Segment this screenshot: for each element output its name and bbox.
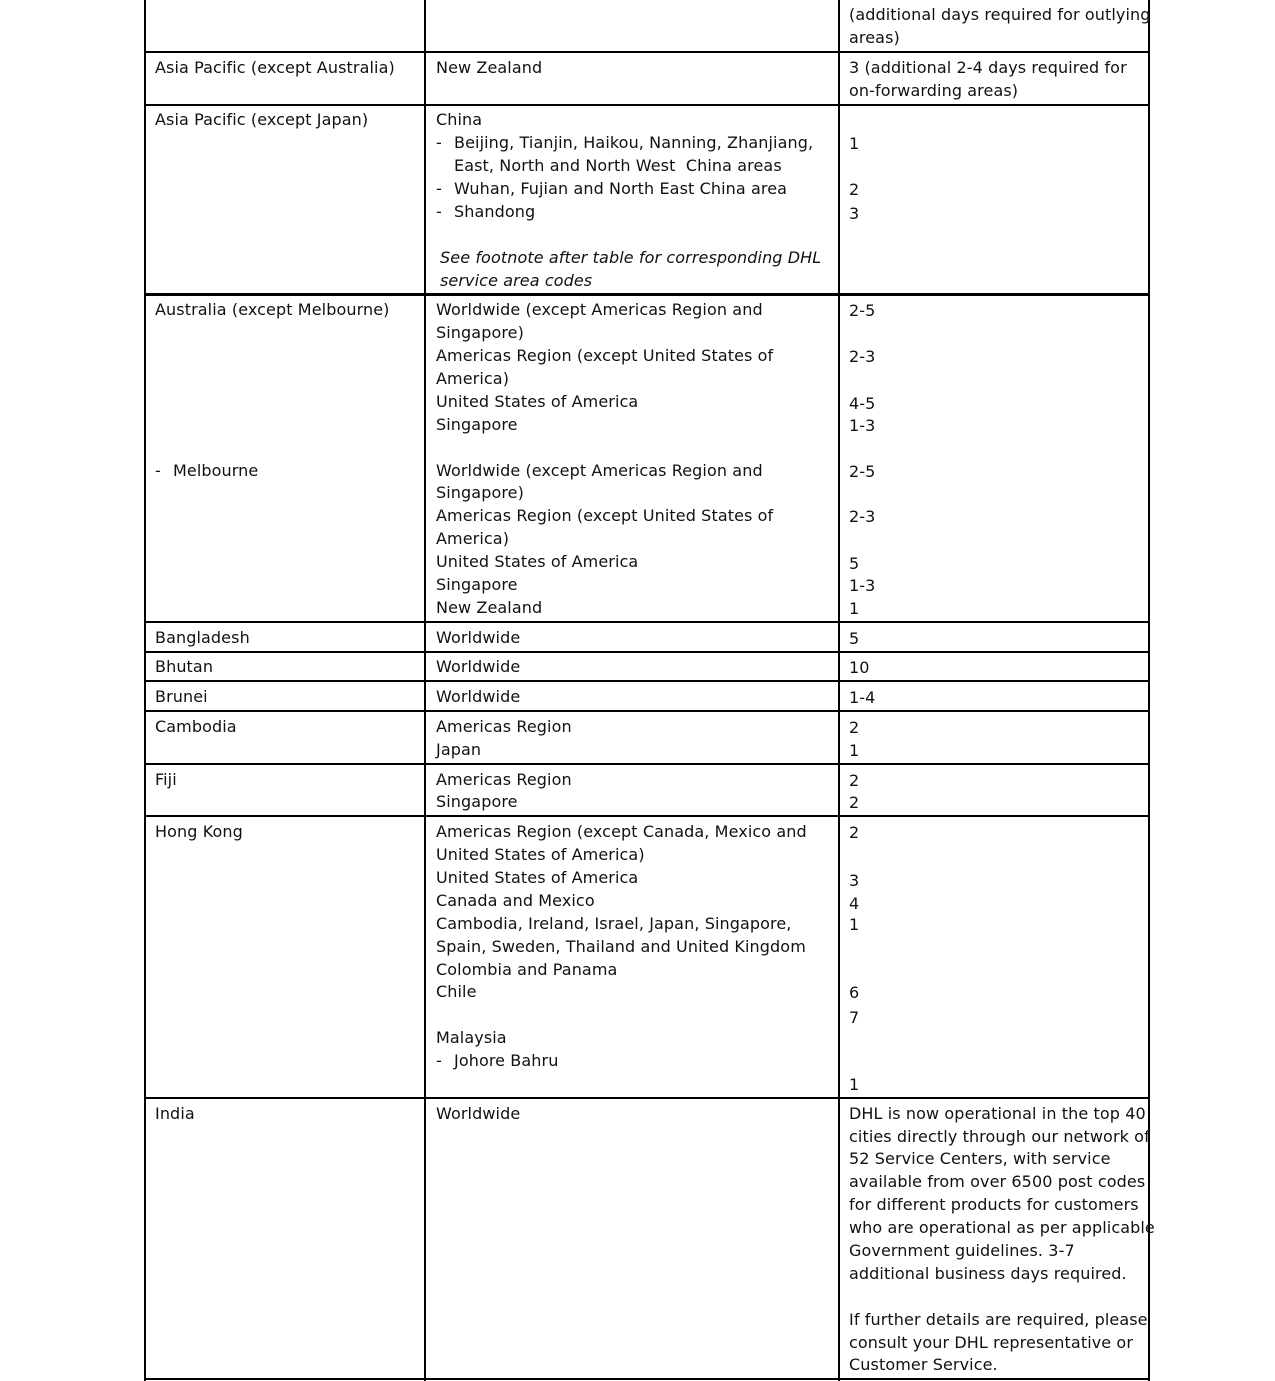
sub-region-cell: Melbourne (173, 461, 259, 480)
region-cell: Cambodia (155, 717, 237, 736)
destination-cell: Singapore) (436, 483, 524, 502)
destination-subitem: East, North and North West China areas (454, 156, 782, 175)
days-cell: 2 (849, 718, 860, 737)
days-cell: 4-5 (849, 394, 876, 413)
destination-cell: Japan (436, 740, 482, 759)
destination-cell: United States of America (436, 868, 639, 887)
destination-cell: Malaysia (436, 1028, 507, 1047)
destination-cell: Worldwide (except Americas Region and (436, 300, 763, 319)
destination-cell: Colombia and Panama (436, 960, 618, 979)
days-cell: 2-5 (849, 301, 876, 320)
days-cell: 1 (849, 741, 860, 760)
destination-subitem: Johore Bahru (454, 1051, 559, 1070)
region-cell: Asia Pacific (except Australia) (155, 58, 395, 77)
destination-cell: Americas Region (except Canada, Mexico and (436, 822, 807, 841)
destination-cell: Americas Region (except United States of (436, 346, 774, 365)
row-divider (144, 1097, 1150, 1099)
row-divider (144, 293, 1150, 296)
days-cell: available from over 6500 post codes (849, 1172, 1146, 1191)
days-cell: 4 (849, 894, 860, 913)
days-cell: 3 (849, 204, 860, 223)
region-cell: Bhutan (155, 657, 214, 676)
destination-subitem: Wuhan, Fujian and North East China area (454, 179, 788, 198)
days-cell: 2-5 (849, 462, 876, 481)
destination-cell: New Zealand (436, 598, 543, 617)
row-divider (144, 680, 1150, 682)
days-cell: 10 (849, 658, 870, 677)
region-cell: Australia (except Melbourne) (155, 300, 390, 319)
region-cell: Fiji (155, 770, 177, 789)
table-border-right (1148, 0, 1150, 1381)
row-divider (144, 815, 1150, 817)
table-border-bottom (144, 1378, 1150, 1380)
destination-cell: Americas Region (436, 717, 572, 736)
row-divider (144, 763, 1150, 765)
days-cell: 5 (849, 554, 860, 573)
days-cell: 1-3 (849, 576, 876, 595)
footnote-text: See footnote after table for corresponding DHL (440, 248, 822, 267)
days-cell: additional business days required. (849, 1264, 1127, 1283)
days-cell: 2 (849, 793, 860, 812)
days-cell: 1 (849, 915, 860, 934)
destination-subitem: Shandong (454, 202, 536, 221)
days-cell: 1 (849, 599, 860, 618)
days-cell: 6 (849, 983, 860, 1002)
days-cell: (additional days required for outlying (849, 5, 1151, 24)
row-divider (144, 710, 1150, 712)
destination-cell: United States of America (436, 392, 639, 411)
days-cell: 3 (849, 871, 860, 890)
destination-cell: Worldwide (436, 657, 521, 676)
destination-cell: Worldwide (436, 1104, 521, 1123)
days-cell: If further details are required, please (849, 1310, 1148, 1329)
days-cell: who are operational as per applicable (849, 1218, 1155, 1237)
days-cell: 5 (849, 629, 860, 648)
days-cell: 52 Service Centers, with service (849, 1149, 1111, 1168)
days-cell: Customer Service. (849, 1355, 998, 1374)
destination-cell: Singapore (436, 792, 518, 811)
table-border-left (144, 0, 146, 1381)
list-dash: - (436, 202, 442, 221)
destination-subitem: Beijing, Tianjin, Haikou, Nanning, Zhanjiang, (454, 133, 814, 152)
destination-cell: Americas Region (except United States of (436, 506, 774, 525)
region-cell: Brunei (155, 687, 208, 706)
list-dash: - (155, 461, 161, 480)
days-cell: 7 (849, 1008, 860, 1027)
destination-cell: America) (436, 369, 510, 388)
destination-cell: Spain, Sweden, Thailand and United Kingdom (436, 937, 806, 956)
destination-cell: Singapore (436, 575, 518, 594)
row-divider (144, 104, 1150, 106)
destination-cell: New Zealand (436, 58, 543, 77)
days-cell: 1 (849, 1075, 860, 1094)
destination-cell: United States of America (436, 552, 639, 571)
days-cell: 1 (849, 134, 860, 153)
days-cell: consult your DHL representative or (849, 1333, 1134, 1352)
row-divider (144, 621, 1150, 623)
region-cell: Bangladesh (155, 628, 250, 647)
destination-cell: Cambodia, Ireland, Israel, Japan, Singapore, (436, 914, 792, 933)
days-cell: on-forwarding areas) (849, 81, 1019, 100)
days-cell: 2 (849, 180, 860, 199)
days-cell: 1-3 (849, 416, 876, 435)
destination-cell: Canada and Mexico (436, 891, 595, 910)
days-cell: DHL is now operational in the top 40 (849, 1104, 1146, 1123)
table-divider-col1 (424, 0, 426, 1381)
days-cell: 1-4 (849, 688, 876, 707)
region-cell: Asia Pacific (except Japan) (155, 110, 369, 129)
destination-cell: Worldwide (except Americas Region and (436, 461, 763, 480)
days-cell: for different products for customers (849, 1195, 1139, 1214)
destination-cell: Chile (436, 982, 477, 1001)
destination-cell: Singapore (436, 415, 518, 434)
destination-cell: China (436, 110, 483, 129)
region-cell: Hong Kong (155, 822, 243, 841)
days-cell: cities directly through our network of (849, 1127, 1150, 1146)
footnote-text: service area codes (440, 271, 593, 290)
days-cell: Government guidelines. 3-7 (849, 1241, 1075, 1260)
list-dash: - (436, 133, 442, 152)
days-cell: areas) (849, 28, 900, 47)
destination-cell: Worldwide (436, 628, 521, 647)
list-dash: - (436, 179, 442, 198)
region-cell: India (155, 1104, 195, 1123)
days-cell: 3 (additional 2-4 days required for (849, 58, 1127, 77)
days-cell: 2-3 (849, 347, 876, 366)
destination-cell: United States of America) (436, 845, 645, 864)
destination-cell: Worldwide (436, 687, 521, 706)
destination-cell: America) (436, 529, 510, 548)
list-dash: - (436, 1051, 442, 1070)
destination-cell: Singapore) (436, 323, 524, 342)
destination-cell: Americas Region (436, 770, 572, 789)
days-cell: 2 (849, 771, 860, 790)
table-divider-col2 (838, 0, 840, 1381)
row-divider (144, 651, 1150, 653)
row-divider (144, 51, 1150, 53)
days-cell: 2 (849, 823, 860, 842)
days-cell: 2-3 (849, 507, 876, 526)
